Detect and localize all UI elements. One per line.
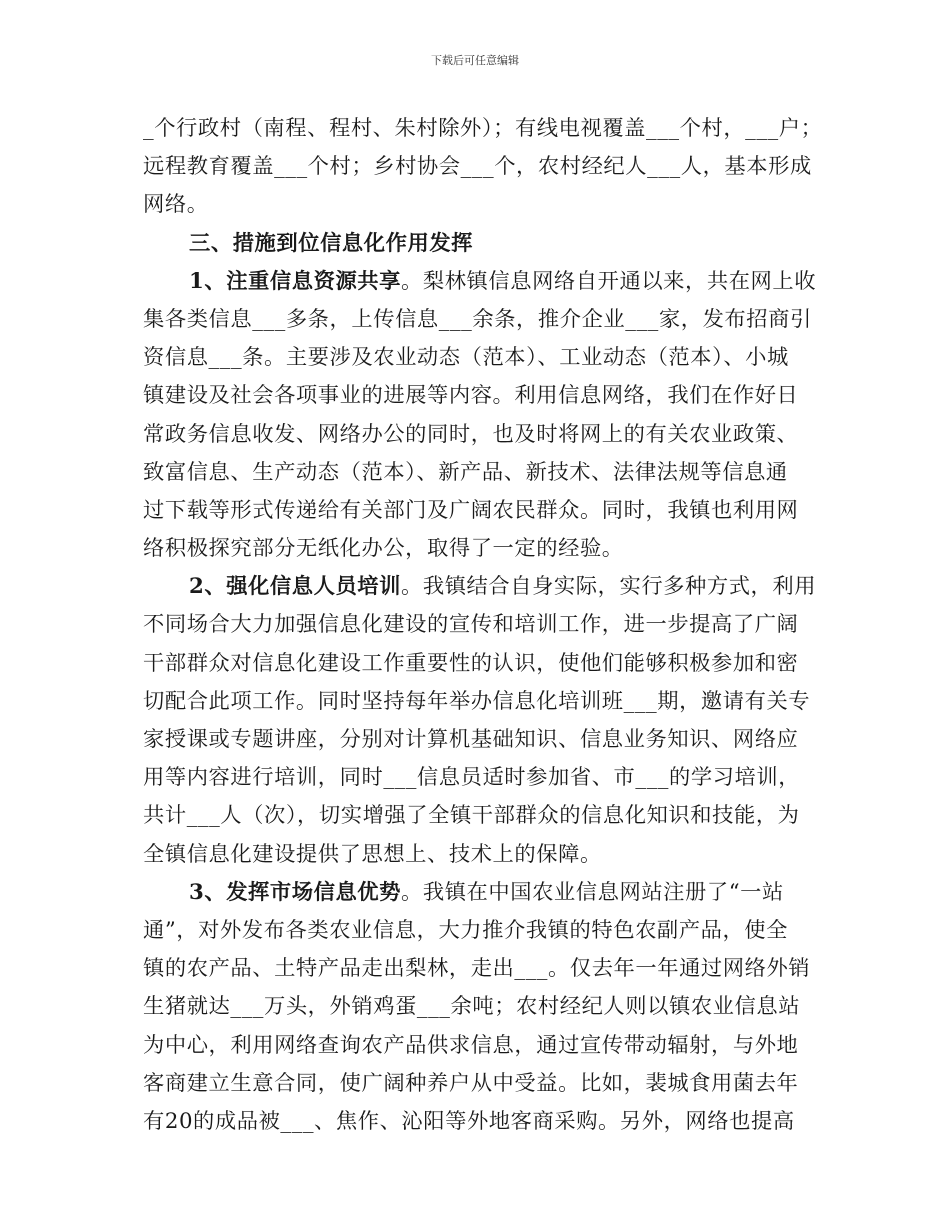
text-line: 镇建设及社会各项事业的进展等内容。利用信息网络，我们在作好日: [143, 383, 799, 409]
paragraph-3-first-line: [143, 874, 811, 912]
text-line: 不同场合大力加强信息化建设的宣传和培训工作，进一步提高了广阔: [143, 612, 799, 638]
text-line: 资信息___条。主要涉及农业动态（范本）、工业动态（范本）、小城: [143, 345, 789, 371]
section-heading: 三、措施到位信息化作用发挥: [189, 230, 474, 256]
paragraph-2-text: 。我镇结合自身实际，实行多种方式，利用: [401, 574, 817, 600]
text-line: 通”，对外发布各类农业信息，大力推介我镇的特色农副产品，使全: [143, 917, 788, 943]
paragraph-2-first-line: [143, 568, 817, 606]
paragraph-1-first-line: [143, 263, 817, 301]
text-line: 络积极探究部分无纸化办公，取得了一定的经验。: [143, 536, 624, 562]
paragraph-2-heading: 2、强化信息人员培训: [189, 574, 401, 600]
text-line: 客商建立生意合同，使广阔种养户从中受益。比如，裴城食用菌去年: [143, 1070, 799, 1096]
text-line: _个行政村（南程、程村、朱村除外）；有线电视覆盖___个村，___户；: [143, 116, 823, 141]
text-line: 切配合此项工作。同时坚持每年举办信息化培训班___期，邀请有关专: [143, 688, 811, 714]
text-line: 集各类信息___多条，上传信息___余条，推介企业___家，发布招商引: [143, 306, 812, 332]
text-line: 共计___人（次），切实增强了全镇干部群众的信息化知识和技能，为: [143, 803, 800, 829]
text-line: 致富信息、生产动态（范本）、新产品、新技术、法律法规等信息通: [143, 459, 788, 485]
document-body: [143, 110, 823, 1141]
paragraph-3-text: 。我镇在中国农业信息网站注册了“一站: [401, 879, 784, 905]
text-line: 家授课或专题讲座，分别对计算机基础知识、信息业务知识、网络应: [143, 727, 799, 752]
text-line: 常政务信息收发、网络办公的同时，也及时将网上的有关农业政策、: [143, 421, 799, 447]
page-header: 下载后可任意编辑: [431, 54, 519, 67]
text-line: 有20的成品被___、焦作、沁阳等外地客商采购。另外，网络也提高: [143, 1108, 795, 1134]
text-line: 过下载等形式传递给有关部门及广阔农民群众。同时，我镇也利用网: [143, 497, 799, 523]
text-line: 远程教育覆盖___个村；乡村协会___个，农村经纪人___人，基本形成: [143, 154, 812, 180]
text-line: 用等内容进行培训，同时___信息员适时参加省、市___的学习培训，: [143, 765, 801, 791]
text-line: 为中心，利用网络查询农产品供求信息，通过宣传带动辐射，与外地: [143, 1032, 799, 1058]
text-line: 干部群众对信息化建设工作重要性的认识，使他们能够积极参加和密: [143, 650, 799, 676]
text-line: 镇的农产品、土特产品走出梨林，走出___。仅去年一年通过网络外销: [143, 956, 811, 982]
text-line: 网络。: [143, 192, 209, 218]
paragraph-1-text: 。梨林镇信息网络自开通以来，共在网上收: [401, 268, 817, 294]
paragraph-3-heading: 3、发挥市场信息优势: [189, 879, 401, 905]
paragraph-1-heading: 1、注重信息资源共享: [189, 268, 401, 294]
text-line: 生猪就达___万头，外销鸡蛋___余吨；农村经纪人则以镇农业信息站: [143, 994, 801, 1020]
text-line: 全镇信息化建设提供了思想上、技术上的保障。: [143, 841, 602, 867]
